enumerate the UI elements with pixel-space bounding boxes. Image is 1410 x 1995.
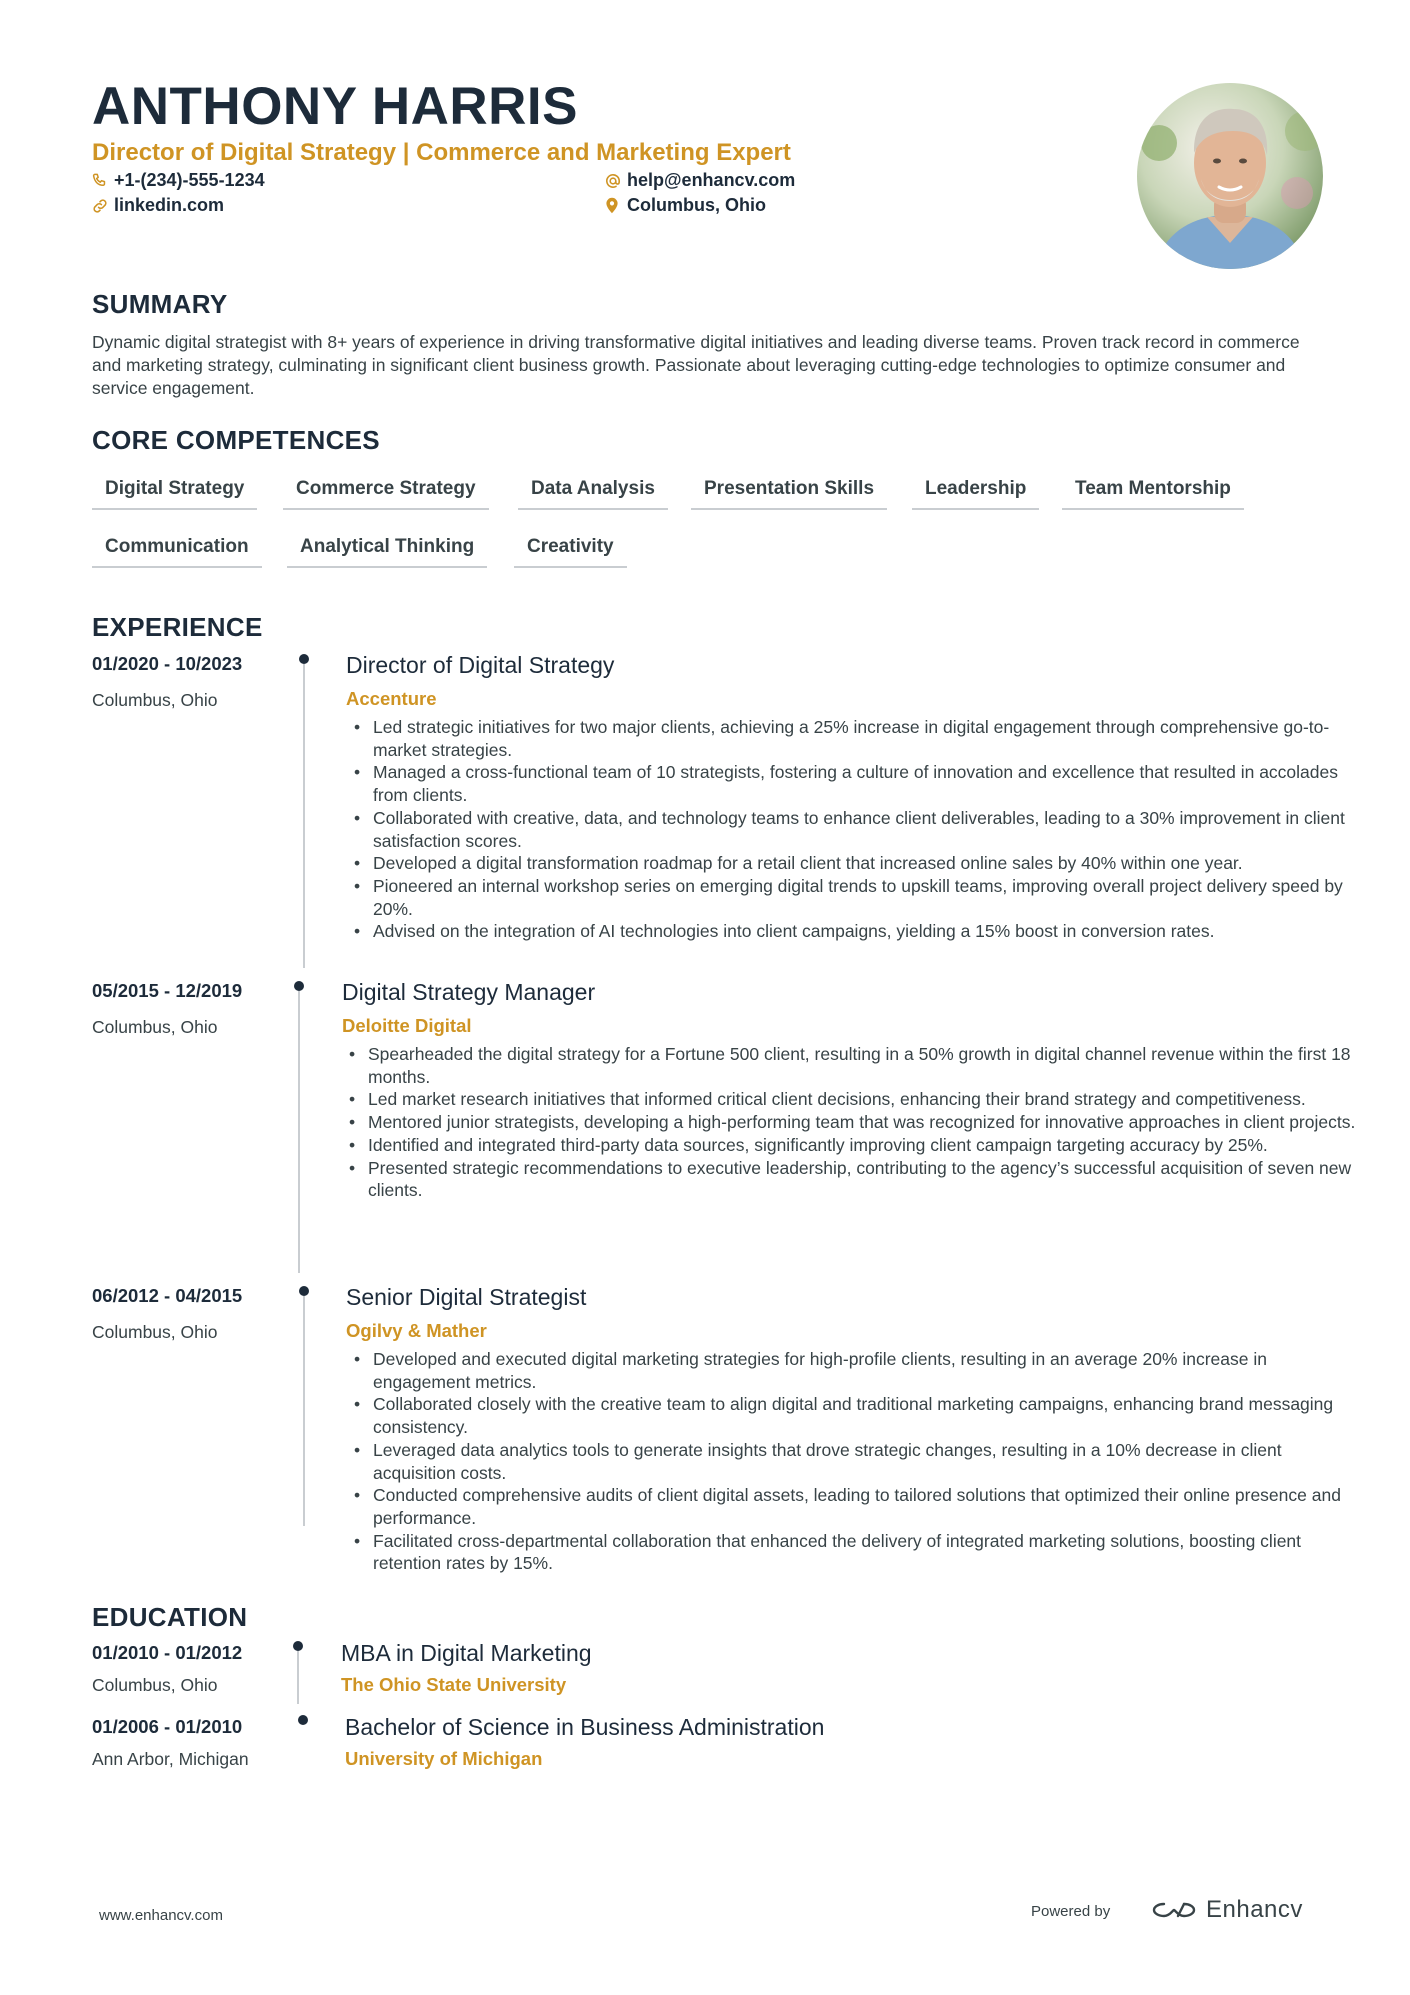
bullet-item: • Spearheaded the digital strategy for a Fortune 500 client, resulting in a 50% growth in digital channel revenue within the first 18 months.	[368, 1043, 1358, 1088]
job-location: Columbus, Ohio	[92, 690, 218, 710]
candidate-headline: Director of Digital Strategy | Commerce and Marketing Expert	[92, 139, 791, 166]
bullet-item: • Developed and executed digital marketing strategies for high-profile clients, resulting in an average 20% increase in engagement metrics.	[373, 1348, 1363, 1393]
timeline-dot	[299, 654, 309, 664]
bullet-item: • Identified and integrated third-party data sources, significantly improving client campaign targeting accuracy by 25%.	[368, 1134, 1358, 1157]
summary-title: SUMMARY	[92, 289, 228, 319]
footer-powered-by: Powered by	[1031, 1903, 1111, 1920]
timeline-dot	[294, 981, 304, 991]
timeline-dot	[298, 1715, 308, 1725]
phone-icon	[92, 173, 114, 188]
link-icon	[92, 198, 114, 214]
job-bullets	[342, 1043, 1358, 1202]
edu-location: Ann Arbor, Michigan	[92, 1749, 249, 1769]
education-title: EDUCATION	[92, 1602, 248, 1632]
footer-website[interactable]: www.enhancv.com	[99, 1907, 223, 1924]
bullet-item: • Conducted comprehensive audits of client digital assets, leading to tailored solutions that optimized their online presence and performance.	[373, 1484, 1363, 1529]
job-dates: 05/2015 - 12/2019	[92, 980, 243, 1001]
candidate-name: ANTHONY HARRIS	[92, 77, 578, 136]
profile-photo	[1137, 83, 1323, 269]
competence-tag: Leadership	[912, 472, 1039, 510]
email-text: help@enhancv.com	[627, 170, 796, 190]
competence-tag: Team Mentorship	[1062, 472, 1244, 510]
linkedin-text: linkedin.com	[114, 195, 225, 215]
timeline-line	[298, 991, 300, 1273]
job-bullets	[347, 716, 1358, 943]
bullet-item: • Pioneered an internal workshop series on emerging digital trends to upskill teams, improving overall project delivery speed by 20%.	[373, 875, 1358, 920]
bullet-item: • Presented strategic recommendations to executive leadership, contributing to the agency’s successful acquisition of seven new clients.	[368, 1157, 1358, 1202]
location-text: Columbus, Ohio	[627, 195, 766, 215]
job-company: Ogilvy & Mather	[346, 1320, 487, 1341]
location-pin-icon	[605, 197, 627, 214]
contact-phone	[92, 170, 265, 191]
bullet-item: • Facilitated cross-departmental collaboration that enhanced the delivery of integrated marketing solutions, boosting client retention rates by 15%.	[373, 1530, 1363, 1575]
edu-school: The Ohio State University	[341, 1674, 567, 1695]
edu-degree: MBA in Digital Marketing	[341, 1640, 592, 1666]
timeline-dot	[299, 1286, 309, 1296]
timeline-line	[303, 1296, 305, 1526]
job-company: Accenture	[346, 688, 437, 709]
competence-tag: Creativity	[514, 530, 627, 568]
bullet-item: • Led strategic initiatives for two major clients, achieving a 25% increase in digital engagement through comprehensive go-to-market strategies.	[373, 716, 1358, 761]
bullet-item: • Mentored junior strategists, developing a high-performing team that was recognized for innovative approaches in client projects.	[368, 1111, 1358, 1134]
at-icon	[605, 173, 627, 189]
bullet-item: • Collaborated with creative, data, and technology teams to enhance client deliverables, leading to a 30% improvement in client satisfaction scores.	[373, 807, 1358, 852]
contact-linkedin	[92, 195, 224, 216]
phone-text: +1-(234)-555-1234	[114, 170, 265, 190]
job-role: Digital Strategy Manager	[342, 979, 596, 1005]
job-dates: 01/2020 - 10/2023	[92, 653, 243, 674]
timeline-dot	[293, 1641, 303, 1651]
experience-title: EXPERIENCE	[92, 612, 263, 642]
enhancv-logo-text: Enhancv	[1206, 1896, 1303, 1923]
job-location: Columbus, Ohio	[92, 1322, 218, 1342]
bullet-item: • Managed a cross-functional team of 10 strategists, fostering a culture of innovation and excellence that resulted in accolades from clients.	[373, 761, 1358, 806]
competences-title: CORE COMPETENCES	[92, 425, 380, 455]
edu-location: Columbus, Ohio	[92, 1675, 218, 1695]
bullet-item: • Led market research initiatives that informed critical client decisions, enhancing their brand strategy and competitiveness.	[368, 1088, 1358, 1111]
bullet-item: • Leveraged data analytics tools to generate insights that drove strategic changes, resulting in a 10% decrease in client acquisition costs.	[373, 1439, 1363, 1484]
timeline-line	[297, 1651, 299, 1704]
job-bullets	[347, 1348, 1363, 1575]
enhancv-logo	[1150, 1896, 1303, 1924]
bullet-item: • Advised on the integration of AI technologies into client campaigns, yielding a 15% boost in conversion rates.	[373, 920, 1358, 943]
competence-tag: Presentation Skills	[691, 472, 887, 510]
job-location: Columbus, Ohio	[92, 1017, 218, 1037]
competence-tag: Digital Strategy	[92, 472, 257, 510]
competence-tag: Commerce Strategy	[283, 472, 489, 510]
competence-tag: Communication	[92, 530, 262, 568]
timeline-line	[303, 664, 305, 968]
edu-school: University of Michigan	[345, 1748, 543, 1769]
job-company: Deloitte Digital	[342, 1015, 472, 1036]
competence-tag: Data Analysis	[518, 472, 668, 510]
contact-location	[605, 195, 766, 216]
summary-text: Dynamic digital strategist with 8+ years of experience in driving transformative digital initiatives and leading diverse teams. Proven track record in commerce and marketing strategy, culminating in significant client business growth. Passionate about leveraging cutting-edge technologies to optimize consumer and service engagement.	[92, 332, 1300, 398]
bullet-item: • Developed a digital transformation roadmap for a retail client that increased online sales by 40% within one year.	[373, 852, 1358, 875]
edu-dates: 01/2006 - 01/2010	[92, 1716, 243, 1737]
edu-dates: 01/2010 - 01/2012	[92, 1642, 243, 1663]
contact-email	[605, 170, 795, 191]
job-role: Director of Digital Strategy	[346, 652, 615, 678]
competence-tag: Analytical Thinking	[287, 530, 487, 568]
job-role: Senior Digital Strategist	[346, 1284, 587, 1310]
bullet-item: • Collaborated closely with the creative team to align digital and traditional marketing campaigns, enhancing brand messaging consistency.	[373, 1393, 1363, 1438]
enhancv-logo-icon	[1150, 1898, 1198, 1922]
edu-degree: Bachelor of Science in Business Administration	[345, 1714, 825, 1740]
job-dates: 06/2012 - 04/2015	[92, 1285, 243, 1306]
